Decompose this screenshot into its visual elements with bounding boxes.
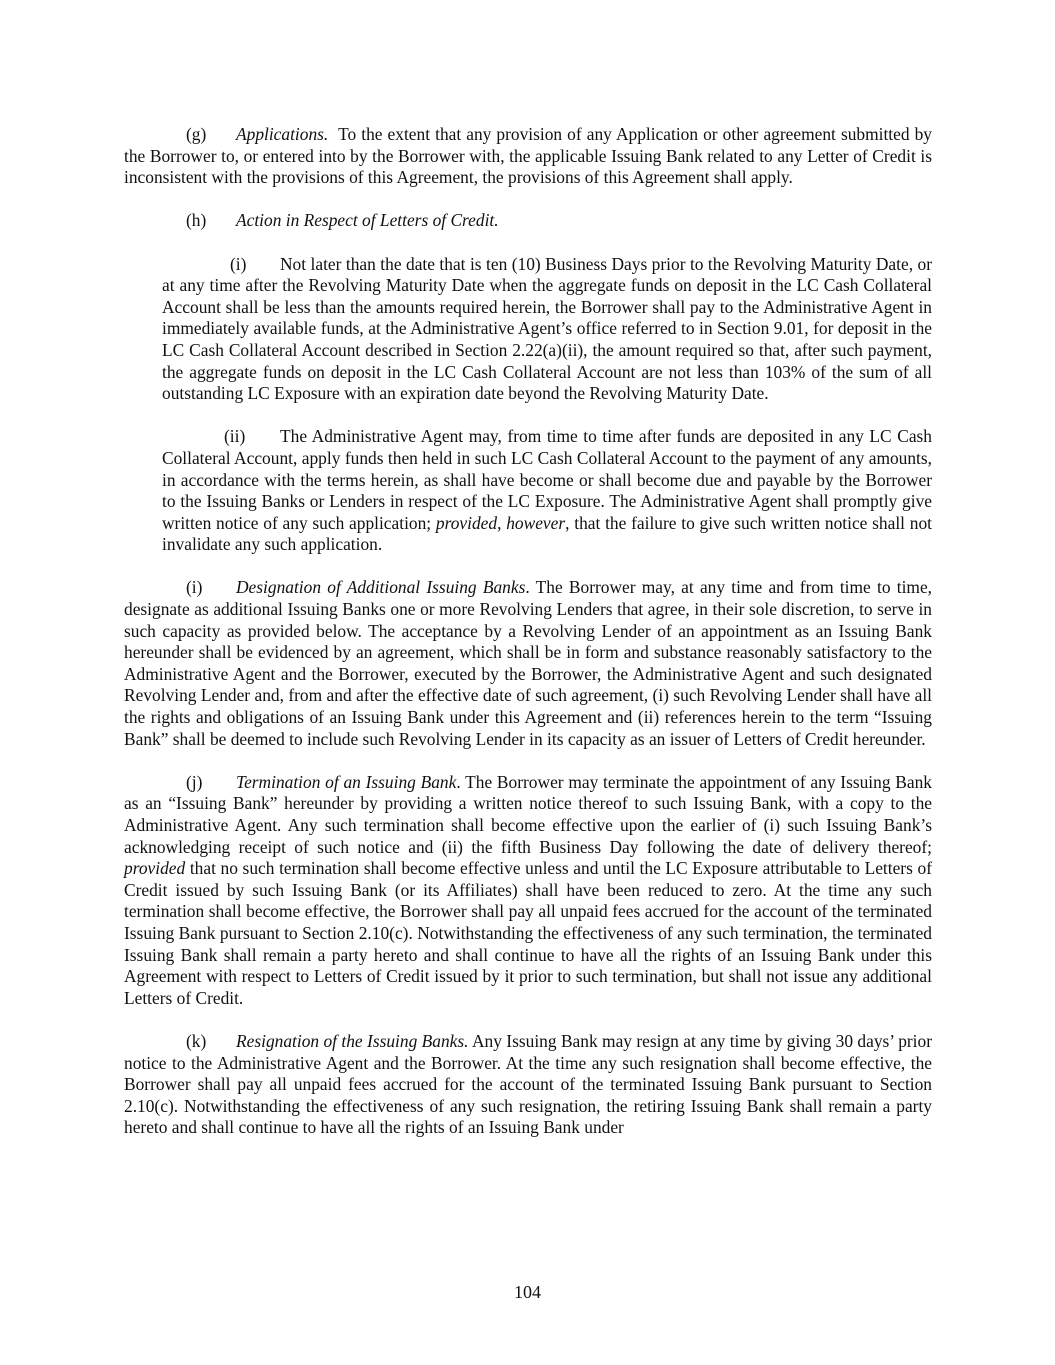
paragraph-heading: Termination of an Issuing Bank: [236, 771, 457, 792]
paragraph-j: [124, 772, 932, 1010]
paragraph-label: (h): [186, 210, 207, 231]
subparagraph-label: (ii): [224, 426, 246, 447]
paragraph-text-tail: that no such termination shall become effective unless and until the LC Exposure attributable to Letters of Credit issued by such Issuing Bank (or its Affiliates) shall have been reduced to zero. At the time any such termination shall become effective, the Borrower shall pay all unpaid fees accrued for the account of the terminated Issuing Bank pursuant to Section 2.10(c). Notwithstanding the effectiveness of any such termination, the terminated Issuing Bank shall remain a party hereto and shall continue to have all the rights of an Issuing Bank under this Agreement with respect to Letters of Credit issued by it prior to such termination, but shall not issue any additional Letters of Credit.: [124, 858, 932, 1008]
page-number: 104: [514, 1282, 541, 1302]
paragraph-k: [124, 1031, 932, 1139]
provided-term: provided: [435, 512, 498, 533]
paragraph-text: . The Borrower may terminate the appointment of any Issuing Bank as an “Issuing Bank” hereunder by providing a written notice thereof to such Issuing Bank, with a copy to the Administrative Agent. Any such termination shall become effective upon the earlier of (i) such Issuing Bank’s acknowledging receipt of such notice and (ii) the fifth Business Day following the date of delivery thereof;: [124, 771, 932, 857]
paragraph-label: (j): [186, 771, 203, 792]
paragraph-h: [124, 210, 932, 232]
provided-term: provided: [124, 858, 186, 879]
paragraph-heading: Applications.: [236, 124, 329, 144]
paragraph-g: [124, 124, 932, 189]
paragraph-heading: Action in Respect of Letters of Credit.: [236, 210, 499, 231]
paragraph-h-ii: [162, 426, 932, 556]
paragraph-i: [124, 577, 932, 750]
however-term: however: [506, 512, 566, 533]
subparagraph-label: (i): [230, 253, 247, 274]
paragraph-text: Any Issuing Bank may resign at any time by giving 30 days’ prior notice to the Administrative Agent and the Borrower. At the time any such resignation shall become effective, the Borrower shall pay all unpaid fees accrued for the account of the terminated Issuing Bank pursuant to Section 2.10(c). Notwithstanding the effectiveness of any such resignation, the retiring Issuing Bank shall remain a party hereto and shall continue to have all the rights of an Issuing Bank under: [124, 1030, 932, 1138]
paragraph-text: The Administrative Agent may, from time to time after funds are deposited in any LC Cash Collateral Account, apply funds then held in such LC Cash Collateral Account to the payment of any amounts, in accordance with the terms herein, as shall have become or shall become due and payable by the Borrower to the Issuing Banks or Lenders in respect of the LC Exposure. The Administrative Agent shall promptly give written notice of any such application;: [162, 426, 932, 533]
paragraph-label: (k): [186, 1030, 207, 1051]
paragraph-text: . The Borrower may, at any time and from time to time, designate as additional Issuing Banks one or more Revolving Lenders that agree, in their sole discretion, to serve in such capacity as provided below. The acceptance by a Revolving Lender of an appointment as an Issuing Bank hereunder shall be evidenced by an agreement, which shall be in form and substance reasonably satisfactory to the Administrative Agent and the Borrower, executed by the Borrower, the Administrative Agent and such designated Revolving Lender and, from and after the effective date of such agreement, (i) such Revolving Lender shall have all the rights and obligations of an Issuing Bank under this Agreement and (ii) references herein to the term “Issuing Bank” shall be deemed to include such Revolving Lender in its capacity as an issuer of Letters of Credit hereunder.: [124, 577, 933, 749]
paragraph-heading: Resignation of the Issuing Banks.: [236, 1030, 469, 1051]
paragraph-h-i: [162, 254, 932, 405]
paragraph-heading: Designation of Additional Issuing Banks: [236, 577, 526, 598]
paragraph-text: To the extent that any provision of any Application or other agreement submitted by the Borrower to, or entered into by the Borrower with, the applicable Issuing Bank related to any Letter of Credit is inconsistent with the provisions of this Agreement, the provisions of this Agreement shall apply.: [124, 124, 932, 188]
paragraph-text: Not later than the date that is ten (10) Business Days prior to the Revolving Maturity Date, or at any time after the Revolving Maturity Date when the aggregate funds on deposit in the LC Cash Collateral Account shall be less than the amounts required herein, the Borrower shall pay to the Administrative Agent in immediately available funds, at the Administrative Agent’s office referred to in Section 9.01, for deposit in the LC Cash Collateral Account described in Section 2.22(a)(ii), the amount required so that, after such payment, the aggregate funds on deposit in the LC Cash Collateral Account are not less than 103% of the sum of all outstanding LC Exposure with an expiration date beyond the Revolving Maturity Date.: [162, 253, 932, 404]
separator: ,: [497, 512, 507, 533]
paragraph-label: (g): [186, 124, 207, 144]
paragraph-text-tail: , that the failure to give such written notice shall not invalidate any such application.: [162, 512, 932, 555]
document-body: [124, 124, 932, 1161]
paragraph-label: (i): [186, 577, 203, 598]
